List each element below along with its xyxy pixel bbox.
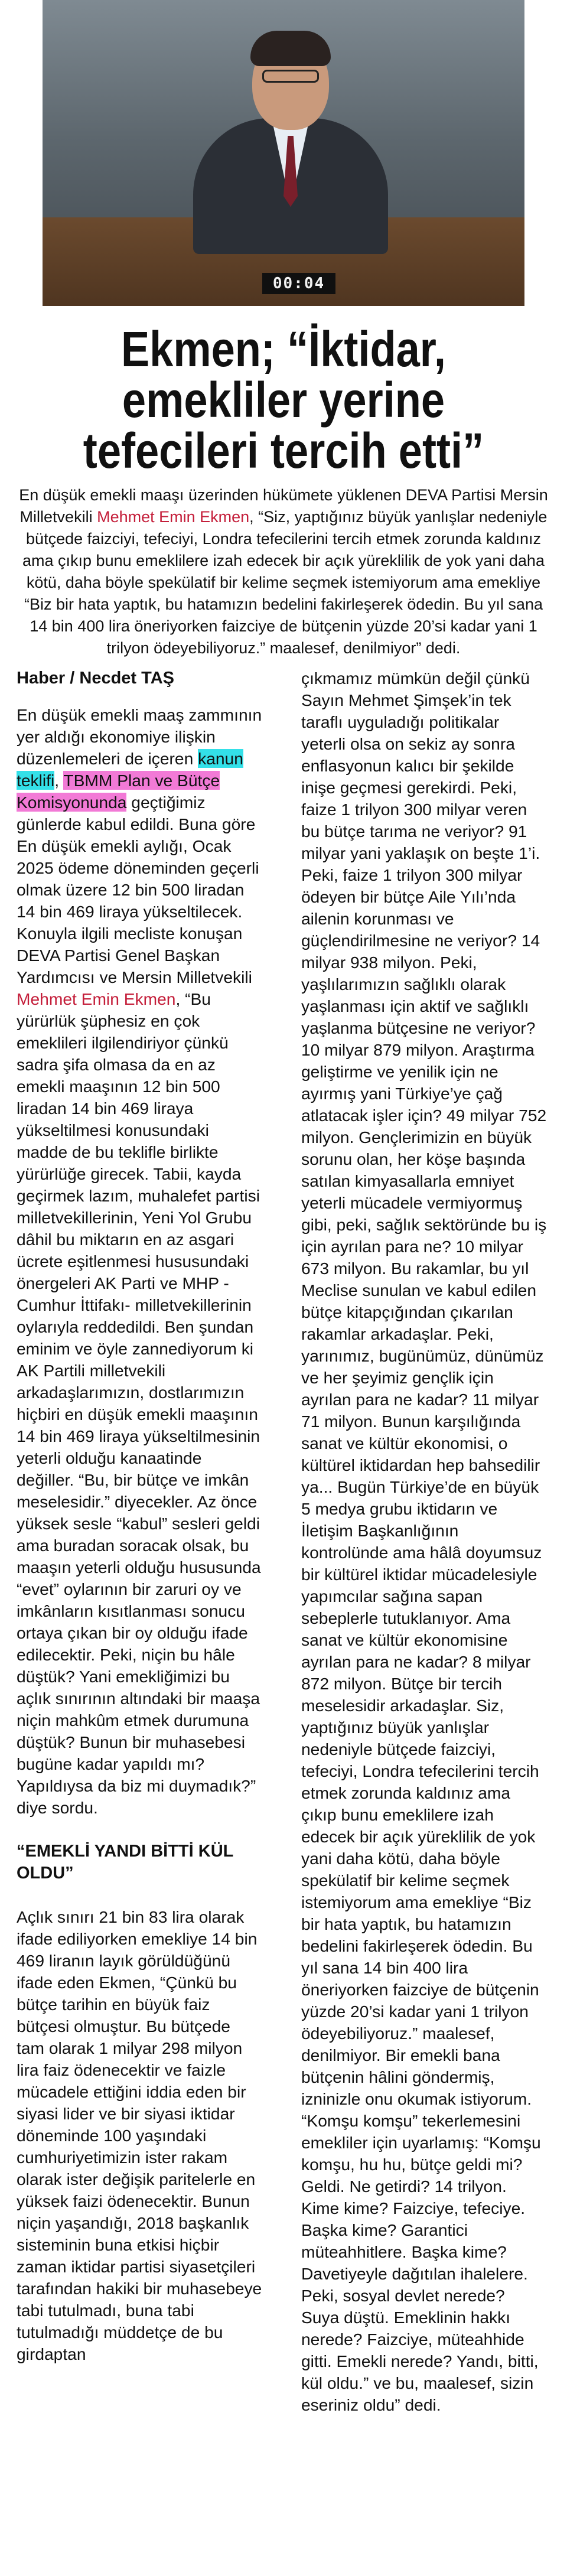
intro-part-2: , “Siz, yaptığınız büyük yanlışlar nedeniyle bütçede faizciyi, tefeciyi, Londra tefecilerini tercih etmek zorunda kaldınız ama çıkıp bunu emeklilere izah edecek bir açık yüreklilik de yok yani daha kötü, daha böyle spekülatif bir kelime seçmek istemiyorum ama emekliye “Biz bir hata yaptık, bu hatamızın bedelini fakirleşerek ödedin. Bu yıl sana 14 bin 400 lira öneriyorken faizciye de bütçenin yüzde 20’si kadar yani 1 trilyon ödeyebiliyoruz.” maalesef, denilmiyor” dedi. — [22, 508, 548, 657]
left-p1-a: En düşük emekli maaş zammının yer aldığı ekonomiye ilişkin düzenlemeleri de içeren — [17, 705, 262, 768]
left-column — [17, 667, 262, 2365]
left-p1-c: , “Bu yürürlük şüphesiz en çok emeklileri ilgilendiriyor çünkü sadra şifa olmasa da en az emekli maaşının 12 bin 500 liradan 14 bin 469 liraya yükseltilmesi konusundaki madde de bu teklifle birlikte yürürlüğe girecek. Tabii, kayda geçirmek lazım, muhalefet partisi milletvekillerinin, Yeni Yol Grubu dâhil bu miktarın en az asgari ücrete eşitlenmesi hususundaki önergeleri AK Parti ve MHP -Cumhur İttifakı- milletvekillerinin oylarıyla reddedildi. Ben şundan eminim ve öyle zannediyorum ki AK Partili milletvekili arkadaşlarımızın, dostlarımızın hiçbiri en düşük emekli maaşının 14 bin 469 liraya yükseltilmesinin yeterli olduğu kanaatinde değiller. “Bu, bir bütçe ve imkân meselesidir.” diyecekler. Az önce yüksek sesle “kabul” sesleri geldi ama buradan soracak olsak, bu maaşın yeterli olduğu hususunda “evet” oylarının bir zaruri oy ve imkânların kısıtlanması sonucu ortaya çıkan bir oy olduğu ifade edilecektir. Peki, niçin bu hâle düştük? Yani emekliğimizi bu açlık sınırının altındaki bir maaşa niçin mahkûm etmek durumuna düştük? Bunun bir muhasebesi bugüne kadar yapıldı mı? Yapıldıysa da biz mi duymadık?” diye sordu. — [17, 989, 261, 1817]
headline — [54, 321, 513, 478]
headline-line-3: tefecileri tercih etti” — [83, 423, 484, 478]
left-p1-sep: , — [54, 771, 64, 790]
left-paragraph-2: Açlık sınırı 21 bin 83 lira olarak ifade ediliyorken emekliye 14 bin 469 liranın layık görüldüğünü ifade eden Ekmen, “Çünkü bu bütçe tarihin en büyük faiz bütçesi olmuştur. Bu bütçede tam olarak 1 milyar 298 milyon lira faiz ödenecektir ve faizle mücadele ettiğini iddia eden bir siyasi lider ve bir siyasi iktidar döneminde 100 yaşındaki cumhuriyetimizin ister rakam olarak ister değişik paritelerle en yüksek faizi ödenecektir. Bunun niçin yaşandığı, 2018 başkanlık sisteminin buna etkisi hiçbir zaman iktidar partisi siyasetçileri tarafından hakiki bir muhasebeye tabi tutulmadı, buna tabi tutulmadığı müddetçe de bu girdaptan — [17, 1907, 262, 2363]
podium-timer: 00:04 — [262, 273, 335, 294]
speaker-hair — [250, 31, 331, 66]
highlight-name: Mehmet Emin Ekmen — [17, 989, 176, 1008]
intro-highlight-name: Mehmet Emin Ekmen — [97, 508, 250, 526]
headline-line-2: emekliler yerine — [122, 372, 445, 428]
intro-part-1: En düşük emekli maaşı üzerinden hükümete yüklenen DEVA Partisi Mersin Milletvekili — [19, 486, 548, 526]
left-p1-b: geçtiğimiz günlerde kabul edildi. Buna göre En düşük emekli aylığı, Ocak 2025 ödeme döneminden geçerli olmak üzere 12 bin 500 liradan 14 bin 469 liraya yükseltilecek. Konuyla ilgili mecliste konuşan DEVA Partisi Genel Başkan Yardımcısı ve Mersin Milletvekili — [17, 793, 259, 986]
section-subhead: “EMEKLİ YANDI BİTTİ KÜL OLDU” — [17, 1842, 233, 1883]
speaker-glasses — [262, 70, 319, 83]
byline: Haber / Necdet TAŞ — [17, 669, 174, 688]
headline-line-1: Ekmen; “İktidar, — [120, 321, 447, 377]
intro-lead — [17, 484, 550, 659]
left-paragraph-1 — [17, 704, 262, 1819]
right-column — [301, 667, 547, 2416]
highlight-commission: TBMM Plan ve Bütçe Komisyonunda — [17, 771, 220, 812]
speaker-photo — [43, 0, 524, 306]
right-paragraph: çıkmamız mümkün değil çünkü Sayın Mehmet Şimşek’in tek taraflı uyguladığı politikalar yeterli olsa on sekiz ay sonra enflasyonun kalıcı bir şekilde inişe geçmesi gerekirdi. Peki, faize 1 trilyon 300 milyar veren bu bütçe tarıma ne veriyor? 91 milyar yani yaklaşık on beşte 1’i. Peki, faize 1 trilyon 300 milyar ödeyen bir bütçe Aile Yılı’nda ailenin korunması ve güçlendirilmesine ne veriyor? 14 milyar 938 milyon. Peki, yaşlılarımızın sağlıklı olarak yaşlanması için aktif ve sağlıklı yaşlanma bütçesine ne veriyor? 10 milyar 879 milyon. Araştırma geliştirme ve yenilik için ne ayırmış yani Türkiye’ye çağ atlatacak işler için? 49 milyar 752 milyon. Gençlerimizin en büyük sorunu olan, her köşe başında satılan kimyasallarla emniyet yeterli mücadele vermiyormuş gibi, peki, sağlık sektöründe bu iş için ayrılan para ne? 10 milyar 673 milyon. Bu rakamlar, bu yıl Meclise sunulan ve kabul edilen bütçe kitapçığından çıkarılan rakamlar arkadaşlar. Peki, yarınımız, bugünümüz, dünümüz ve her şeyimiz gençlik için ayrılan para ne kadar? 11 milyar 71 milyon. Bunun karşılığında sanat ve kültür ekonomisi, o kültürel iktidardan hep bahsedilir ya... Bugün Türkiye’de en büyük 5 medya grubu iktidarın ve İletişim Başkanlığının kontrolünde ama hâlâ doyumsuz bir kültürel iktidar mücadelesiyle yapımcılar sağına sapan sebeplerle tutuklanıyor. Ama sanat ve kültür ekonomisine ayrılan para ne kadar? 8 milyar 872 milyon. Bütçe bir tercih meselesidir arkadaşlar. Siz, yaptığınız büyük yanlışlar nedeniyle bütçede faizciyi, tefeciyi, Londra tefecilerini tercih etmek zorunda kaldınız ama çıkıp bunu emeklilere izah edecek bir açık yüreklilik de yok yani daha kötü, daha böyle spekülatif bir kelime seçmek istemiyorum ama emekliye “Biz bir hata yaptık, bu hatamızın bedelini fakirleşerek ödedin. Bu yıl sana 14 bin 400 lira öneriyorken faizciye de bütçenin yüzde 20’si kadar yani 1 trilyon ödeyebiliyoruz.” maalesef, denilmiyor. Bir emekli bana bütçenin hâlini göndermiş, izninizle onu okumak istiyorum. “Komşu komşu” tekerlemesini emekliler için uyarlamış: “Komşu komşu, hu hu, bütçe geldi mi? Geldi. Ne getirdi? 14 trilyon. Kime kime? Faizciye, tefeciye. Başka kime? Garantici müteahhitlere. Başka kime? Davetiyeyle dağıtılan ihalelere. Peki, sosyal devlet nerede? Suya düştü. Emeklinin hakkı nerede? Faizciye, müteahhide gitti. Emekli nerede? Yandı, bitti, kül oldu.” ve bu, maalesef, sizin eseriniz oldu” dedi. — [301, 669, 547, 2414]
highlight-kanun-teklifi: kanun teklifi — [17, 749, 243, 790]
